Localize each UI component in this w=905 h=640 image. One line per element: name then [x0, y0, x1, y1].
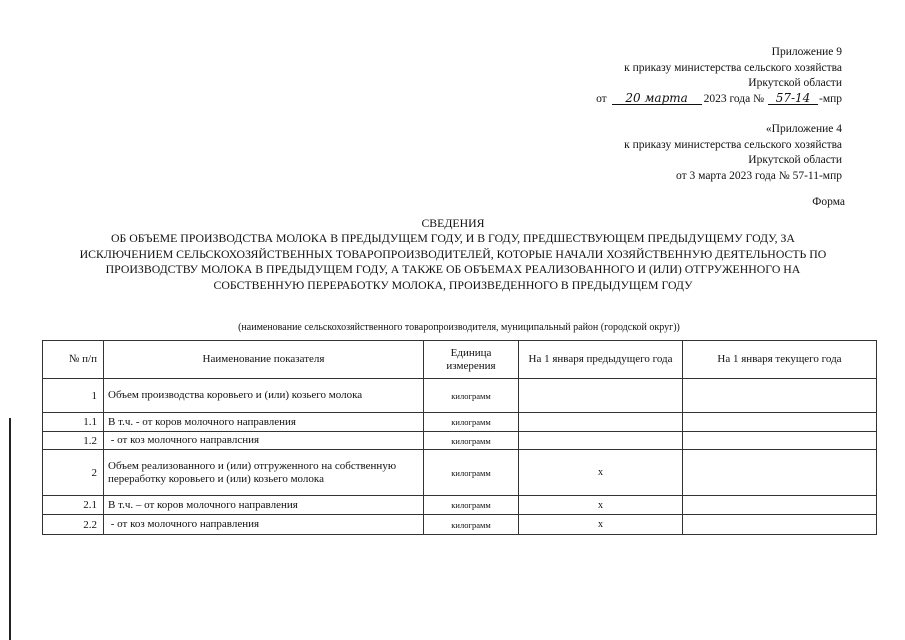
scan-edge-line — [9, 418, 11, 640]
document-title — [18, 216, 888, 293]
row-num: 2 — [43, 450, 104, 496]
row-unit: килограмм — [424, 515, 519, 535]
row-unit: килограмм — [424, 450, 519, 496]
header-prev-year: На 1 января предыдущего года — [519, 341, 683, 379]
row-curr-value — [683, 413, 877, 432]
appendix-4-date-line: от 3 марта 2023 года № 57-11-мпр — [676, 169, 842, 182]
appendix-4-region: Иркутской области — [748, 154, 842, 167]
appendix-9-date-line — [596, 92, 842, 108]
title-line-5: СОБСТВЕННУЮ ПЕРЕРАБОТКУ МОЛОКА, ПРОИЗВЕДЕННОГО В ПРЕДЫДУЩЕМ ГОДУ — [213, 277, 693, 292]
row-prev-value: х — [519, 450, 683, 496]
appendix-9-region: Иркутской области — [748, 77, 842, 90]
header-name: Наименование показателя — [104, 341, 424, 379]
handwritten-order-number: 57-14 — [768, 92, 818, 105]
row-num: 1 — [43, 379, 104, 413]
row-name: Объем производства коровьего и (или) козьего молока — [104, 379, 424, 413]
row-name: В т.ч. – от коров молочного направления — [104, 496, 424, 515]
row-prev-value — [519, 413, 683, 432]
title-line-3: ИСКЛЮЧЕНИЕМ СЕЛЬСКОХОЗЯЙСТВЕННЫХ ТОВАРОПРОИЗВОДИТЕЛЕЙ, КОТОРЫЕ НАЧАЛИ ХОЗЯЙСТВЕННУЮ ДЕЯТЕЛЬНОСТЬ ПО — [79, 246, 827, 261]
date-prefix: от — [596, 92, 607, 105]
row-unit: килограмм — [424, 496, 519, 515]
row-name: В т.ч. - от коров молочного направления — [104, 413, 424, 432]
row-num: 2.2 — [43, 515, 104, 535]
row-curr-value — [683, 379, 877, 413]
header-curr-year: На 1 января текущего года — [683, 341, 877, 379]
row-prev-value: х — [519, 515, 683, 535]
table-row — [43, 515, 877, 535]
table-row — [43, 379, 877, 413]
row-prev-value: х — [519, 496, 683, 515]
table-row — [43, 432, 877, 450]
row-curr-value — [683, 515, 877, 535]
title-line-2: ОБ ОБЪЕМЕ ПРОИЗВОДСТВА МОЛОКА В ПРЕДЫДУЩЕМ ГОДУ, И В ГОДУ, ПРЕДШЕСТВУЮЩЕМ ПРЕДЫДУЩЕМУ ГОДУ, ЗА — [111, 231, 795, 246]
header-num: № п/п — [43, 341, 104, 379]
title-line-1: СВЕДЕНИЯ — [421, 216, 485, 230]
appendix-4-header — [624, 122, 842, 184]
row-unit: килограмм — [424, 432, 519, 450]
title-line-4: ПРОИЗВОДСТВУ МОЛОКА В ПРЕДЫДУЩЕМ ГОДУ, А ТАКЖЕ ОБ ОБЪЕМАХ РЕАЛИЗОВАННОГО И (ИЛИ) ОТГРУЖЕННОГО НА — [105, 262, 801, 277]
table-row — [43, 413, 877, 432]
row-curr-value — [683, 450, 877, 496]
producer-name-caption: (наименование сельскохозяйственного товаропроизводителя, муниципальный район (городской округ)) — [238, 322, 680, 333]
row-num: 1.2 — [43, 432, 104, 450]
row-name: - от коз молочного направлсния — [104, 432, 424, 450]
row-curr-value — [683, 432, 877, 450]
row-prev-value — [519, 379, 683, 413]
appendix-9-order-line: к приказу министерства сельского хозяйства — [624, 61, 842, 74]
row-name: Объем реализованного и (или) отгруженного на собственную переработку коровьего и (или) козьего молока — [104, 450, 424, 496]
table-row — [43, 450, 877, 496]
table-row — [43, 496, 877, 515]
header-unit: Единица измерения — [424, 341, 519, 379]
row-unit: килограмм — [424, 413, 519, 432]
row-unit: килограмм — [424, 379, 519, 413]
handwritten-date: 20 марта — [612, 92, 702, 105]
year-text: 2023 года № — [703, 92, 765, 105]
row-num: 2.1 — [43, 496, 104, 515]
appendix-9-header — [596, 45, 842, 107]
row-name: - от коз молочного направления — [104, 515, 424, 535]
table-header-row — [43, 341, 877, 379]
milk-production-table — [42, 340, 877, 535]
appendix-9-title: Приложение 9 — [771, 46, 842, 58]
appendix-4-title: «Приложение 4 — [765, 123, 842, 135]
row-num: 1.1 — [43, 413, 104, 432]
row-curr-value — [683, 496, 877, 515]
appendix-4-order-line: к приказу министерства сельского хозяйства — [624, 138, 842, 151]
order-suffix: -мпр — [818, 92, 842, 105]
row-prev-value — [519, 432, 683, 450]
form-label: Форма — [812, 196, 845, 208]
